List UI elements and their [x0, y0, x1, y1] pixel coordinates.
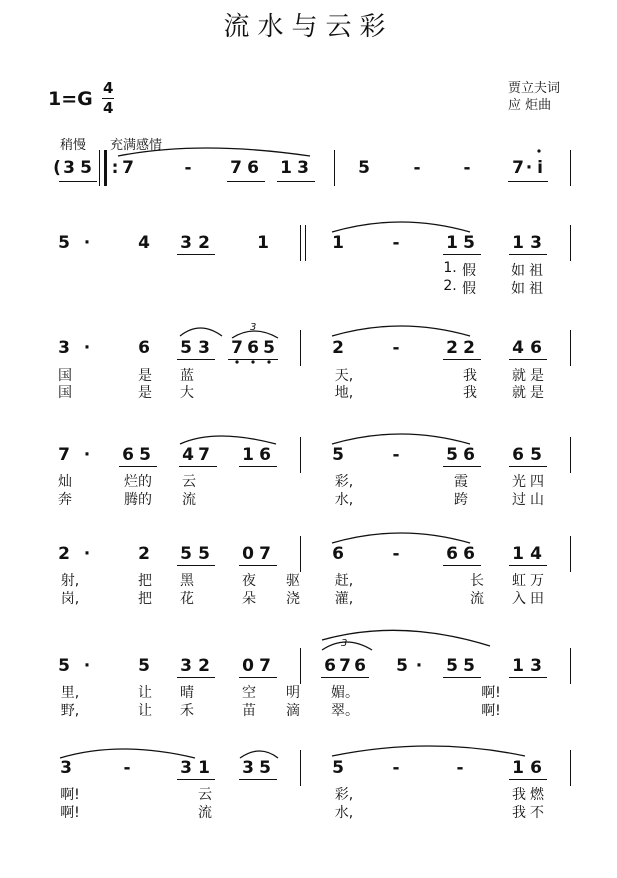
- lyric: 万: [530, 573, 544, 589]
- lyric: 啊!: [481, 703, 501, 719]
- dash: -: [392, 758, 400, 778]
- slur-arc: [60, 749, 195, 758]
- lyric: 水,: [334, 492, 354, 508]
- lyric: 腾的: [124, 492, 152, 508]
- lyric: 明: [286, 685, 300, 701]
- note: 3: [63, 158, 75, 178]
- note: 5: [80, 158, 92, 178]
- note: (: [53, 158, 61, 178]
- note: 6: [530, 758, 542, 778]
- lyric: 就: [512, 368, 526, 384]
- lyric: 浇: [286, 591, 300, 607]
- note: 6: [530, 338, 542, 358]
- note: 3: [198, 338, 210, 358]
- note: 1: [242, 445, 254, 465]
- note: 5: [446, 656, 458, 676]
- lyric: 滴: [286, 703, 300, 719]
- octave-dot: [267, 360, 270, 363]
- lyric: 跨: [454, 492, 468, 508]
- lyric: 晴: [180, 685, 194, 701]
- note: 6: [259, 445, 271, 465]
- lyric: 空: [242, 685, 256, 701]
- lyric: 国: [58, 385, 72, 401]
- lyric: 媚。: [331, 685, 359, 701]
- lyric: 是: [530, 368, 544, 384]
- note: 5: [138, 656, 150, 676]
- note: 7: [339, 656, 351, 676]
- note: 4: [512, 338, 524, 358]
- note: 1: [257, 233, 269, 253]
- note: 6: [332, 544, 344, 564]
- note: 5: [332, 445, 344, 465]
- note: 5: [139, 445, 151, 465]
- lyric: 夜: [242, 573, 256, 589]
- octave-dot: [251, 360, 254, 363]
- dash: -: [184, 158, 192, 178]
- triplet-mark: 3: [341, 638, 348, 649]
- note: 3: [530, 656, 542, 676]
- lyric: 花: [180, 591, 194, 607]
- triplet-mark: 3: [250, 322, 257, 333]
- note: 5: [358, 158, 370, 178]
- lyric: 就: [512, 385, 526, 401]
- lyric: 山: [530, 492, 544, 508]
- lyric: 流: [470, 591, 484, 607]
- note: 2: [138, 544, 150, 564]
- lyric: 流: [182, 492, 196, 508]
- note: 7: [259, 544, 271, 564]
- slur-arc: [180, 328, 222, 336]
- lyric: 如: [511, 281, 525, 297]
- slur-arc: [232, 331, 278, 338]
- lyric: 流: [198, 805, 212, 821]
- lyric: 让: [138, 703, 152, 719]
- note: 7: [198, 445, 210, 465]
- note: i: [537, 158, 543, 178]
- dash: -: [123, 758, 131, 778]
- note: 2: [463, 338, 475, 358]
- note: 7: [122, 158, 134, 178]
- song-title: 流水与云彩: [223, 12, 394, 42]
- lyric: 驱: [286, 573, 300, 589]
- lyric: 翠。: [331, 703, 359, 719]
- dot: ·: [83, 544, 91, 564]
- key-signature: 1=G: [48, 88, 93, 110]
- lyric: 是: [530, 385, 544, 401]
- lyric: 野,: [60, 703, 80, 719]
- lyric: 我: [512, 805, 526, 821]
- lyric: 朵: [242, 591, 256, 607]
- dash: -: [392, 338, 400, 358]
- lyric: 我: [512, 787, 526, 803]
- note: 6: [138, 338, 150, 358]
- rest: 0: [242, 656, 254, 676]
- dash: -: [392, 544, 400, 564]
- dash: -: [463, 158, 471, 178]
- verse-number: 2.: [443, 278, 457, 294]
- lyric: 四: [530, 474, 544, 490]
- slur-arc: [322, 642, 372, 650]
- lyric: 是: [138, 368, 152, 384]
- lyric: 烂的: [124, 474, 152, 490]
- note: 6: [122, 445, 134, 465]
- note: 5: [259, 758, 271, 778]
- lyric: 天,: [334, 368, 354, 384]
- note: 7: [58, 445, 70, 465]
- dot: ·: [83, 656, 91, 676]
- lyric: 苗: [242, 703, 256, 719]
- slur-arc: [332, 434, 470, 444]
- lyric: 云: [182, 474, 196, 490]
- lyric: 如: [511, 263, 525, 279]
- note: 1: [332, 233, 344, 253]
- note: 5: [446, 445, 458, 465]
- note: 5: [463, 656, 475, 676]
- note: 6: [446, 544, 458, 564]
- lyric: 灿: [58, 474, 72, 490]
- lyric: 彩,: [334, 474, 354, 490]
- time-signature-top: 4: [103, 79, 114, 97]
- tempo-mark: 稍慢: [60, 138, 87, 153]
- lyric: 水,: [334, 805, 354, 821]
- note: 6: [463, 445, 475, 465]
- note: 3: [530, 233, 542, 253]
- lyric: 是: [138, 385, 152, 401]
- repeat-dots: :: [111, 158, 119, 178]
- slur-arc: [332, 222, 470, 232]
- lyric: 我: [463, 368, 477, 384]
- note: 1: [512, 758, 524, 778]
- lyric: 祖: [529, 281, 543, 297]
- composer-credit: 应 炬曲: [508, 98, 552, 113]
- dot: ·: [83, 233, 91, 253]
- slur-arc: [240, 751, 278, 758]
- slur-arc: [180, 436, 276, 444]
- slur-arc: [332, 533, 470, 543]
- note: 1: [512, 656, 524, 676]
- slur-arc: [332, 746, 525, 756]
- note: 2: [58, 544, 70, 564]
- note: 3: [180, 233, 192, 253]
- lyric: 入: [512, 591, 526, 607]
- lyric: 过: [512, 492, 526, 508]
- octave-dot: [537, 149, 540, 152]
- lyric: 假: [462, 281, 476, 297]
- note: 3: [297, 158, 309, 178]
- lyric: 燃: [530, 787, 544, 803]
- note: 5: [198, 544, 210, 564]
- note: 4: [530, 544, 542, 564]
- lyric: 不: [530, 805, 544, 821]
- note: 7: [231, 338, 243, 358]
- note: 3: [180, 656, 192, 676]
- note: 3: [60, 758, 72, 778]
- note: 5: [58, 233, 70, 253]
- note: 7: [259, 656, 271, 676]
- note: 5: [180, 544, 192, 564]
- lyric: 禾: [180, 703, 194, 719]
- lyric: 赶,: [334, 573, 354, 589]
- lyric: 把: [138, 591, 152, 607]
- note: 6: [247, 158, 259, 178]
- note: 6: [512, 445, 524, 465]
- note: 1: [512, 233, 524, 253]
- time-signature-bottom: 4: [103, 99, 114, 117]
- note: 3: [58, 338, 70, 358]
- slur-arc: [118, 148, 310, 156]
- lyricist-credit: 贾立夫词: [508, 81, 561, 96]
- lyric: 彩,: [334, 787, 354, 803]
- lyric: 云: [198, 787, 212, 803]
- octave-dot: [235, 360, 238, 363]
- note: 2: [332, 338, 344, 358]
- lyric: 长: [470, 573, 484, 589]
- note: 2: [446, 338, 458, 358]
- note: 5: [463, 233, 475, 253]
- note: 2: [198, 233, 210, 253]
- note: 5: [263, 338, 275, 358]
- lyric: 岗,: [60, 591, 80, 607]
- lyric: 大: [180, 385, 194, 401]
- verse-number: 1.: [443, 260, 457, 276]
- note: 5: [396, 656, 408, 676]
- lyric: 灌,: [334, 591, 354, 607]
- dash: -: [456, 758, 464, 778]
- lyric: 让: [138, 685, 152, 701]
- lyric: 啊!: [481, 685, 501, 701]
- note: 7: [512, 158, 524, 178]
- lyric: 啊!: [60, 805, 80, 821]
- lyric: 啊!: [60, 787, 80, 803]
- slur-arc: [322, 630, 490, 646]
- dot: ·: [83, 445, 91, 465]
- note: 2: [198, 656, 210, 676]
- dash: -: [413, 158, 421, 178]
- lyric: 国: [58, 368, 72, 384]
- lyric: 地,: [334, 385, 354, 401]
- note: 5: [530, 445, 542, 465]
- note: 6: [354, 656, 366, 676]
- note: 6: [247, 338, 259, 358]
- note: 7: [230, 158, 242, 178]
- rest: 0: [242, 544, 254, 564]
- lyric: 奔: [58, 492, 72, 508]
- note: 3: [180, 758, 192, 778]
- lyric: 霞: [454, 474, 468, 490]
- note: 3: [242, 758, 254, 778]
- lyric: 假: [462, 263, 476, 279]
- lyric: 田: [530, 591, 544, 607]
- dot: ·: [83, 338, 91, 358]
- expression-mark: 充满感情: [110, 138, 163, 153]
- note: 5: [180, 338, 192, 358]
- lyric: 把: [138, 573, 152, 589]
- note: 5: [332, 758, 344, 778]
- dash: -: [392, 233, 400, 253]
- lyric: 虹: [512, 573, 526, 589]
- note: 1: [446, 233, 458, 253]
- note: 4: [138, 233, 150, 253]
- note: 4: [182, 445, 194, 465]
- lyric: 射,: [60, 573, 80, 589]
- note: 6: [463, 544, 475, 564]
- lyric: 我: [463, 385, 477, 401]
- slur-arc: [332, 326, 470, 336]
- note: 1: [198, 758, 210, 778]
- dot: ·: [525, 158, 533, 178]
- lyric: 黑: [180, 573, 194, 589]
- lyric: 蓝: [180, 368, 194, 384]
- note: 1: [512, 544, 524, 564]
- lyric: 祖: [529, 263, 543, 279]
- note: 1: [280, 158, 292, 178]
- lyric: 光: [512, 474, 526, 490]
- note: 6: [324, 656, 336, 676]
- dot: ·: [415, 656, 423, 676]
- note: 5: [58, 656, 70, 676]
- dash: -: [392, 445, 400, 465]
- lyric: 里,: [60, 685, 80, 701]
